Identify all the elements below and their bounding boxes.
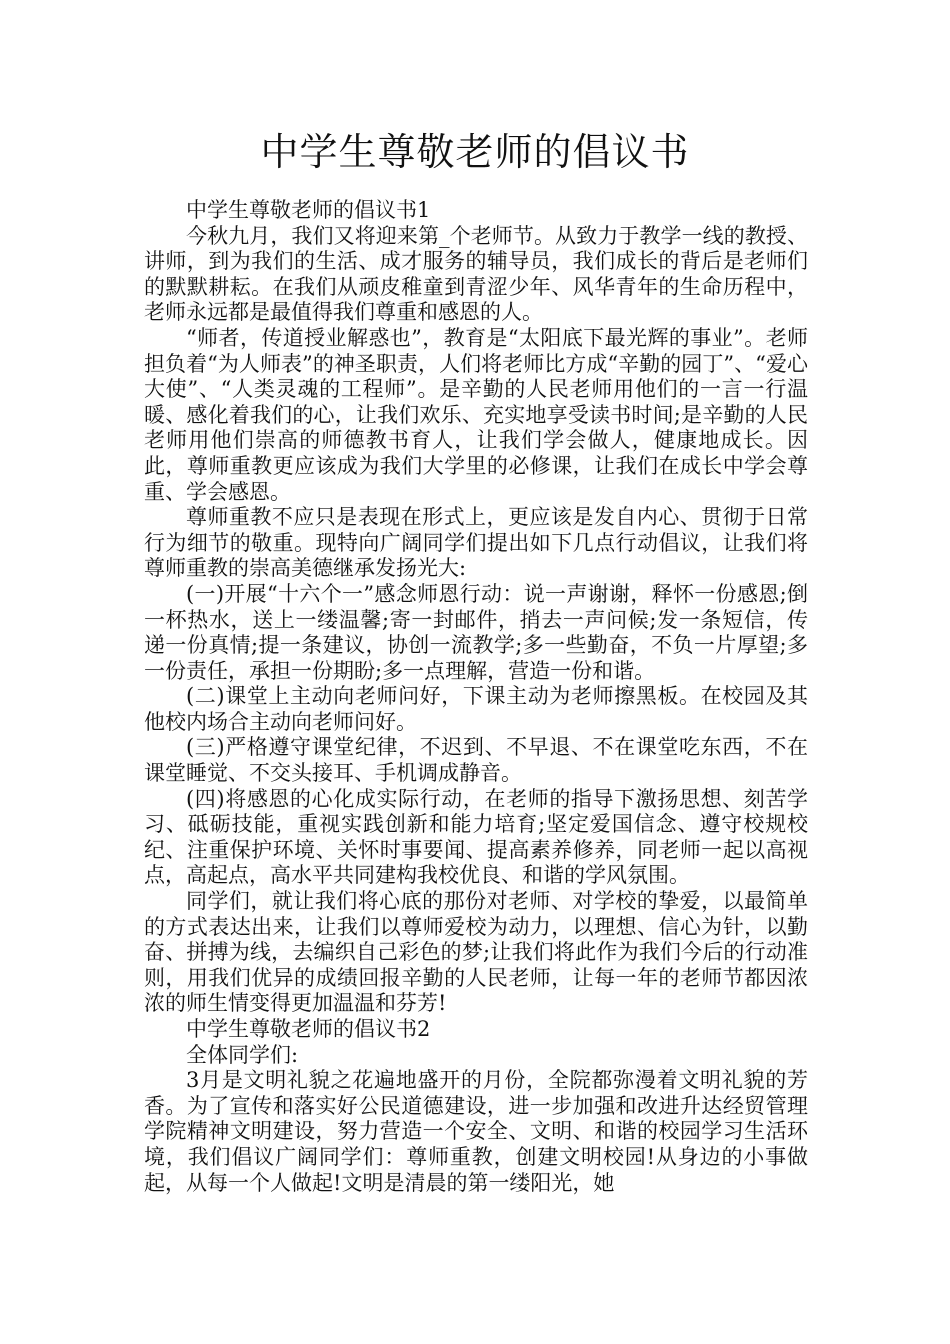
paragraph-teacher-role: “师者，传道授业解惑也”，教育是“太阳底下最光辉的事业”。老师担负着“为人师表”的神圣职责，人们将老师比方成“辛勤的园丁”、“爱心大使”、“人类灵魂的工程师”。是辛勤的人民老师用他们的一言一行温暖、感化着我们的心，让我们欢乐、充实地享受读书时间;是辛勤的人民老师用他们崇高的师德教书育人，让我们学会做人，健康地成长。因此，尊师重教更应该成为我们大学里的必修课，让我们在成长中学会尊重、学会感恩。 (144, 325, 808, 504)
paragraph-intro: 今秋九月，我们又将迎来第_个老师节。从致力于教学一线的教授、讲师，到为我们的生活、成才服务的辅导员，我们成长的背后是老师们的默默耕耘。在我们从顽皮稚童到青涩少年、风华青年的生命历程中，老师永远都是最值得我们尊重和感恩的人。 (144, 223, 808, 325)
salutation: 全体同学们: (186, 1042, 299, 1067)
section-heading-1: 中学生尊敬老师的倡议书1 (186, 198, 431, 222)
paragraph-closing: 同学们，就让我们将心底的那份对老师、对学校的挚爱，以最简单的方式表达出来，让我们以尊师爱校为动力，以理想、信心为针，以勤奋、拼搏为线，去编织自己彩色的梦;让我们将此作为我们今后的行动准则，用我们优异的成绩回报辛勤的人民老师，让每一年的老师节都因浓浓的师生情变得更加温温和芬芳! (144, 889, 808, 1016)
proposal-item-1: (一)开展“十六个一”感念师恩行动：说一声谢谢，释怀一份感恩;倒一杯热水，送上一缕温馨;寄一封邮件，捎去一声问候;发一条短信，传递一份真情;提一条建议，协创一流教学;多一些勤奋，不负一片厚望;多一份责任，承担一份期盼;多一点理解，营造一份和谐。 (144, 581, 808, 683)
section-heading-2: 中学生尊敬老师的倡议书2 (186, 1017, 431, 1041)
proposal-item-3: (三)严格遵守课堂纪律，不迟到、不早退、不在课堂吃东西，不在课堂睡觉、不交头接耳、手机调成静音。 (144, 735, 808, 786)
document-title: 中学生尊敬老师的倡议书 (260, 130, 690, 174)
document-body (144, 198, 808, 1196)
proposal-item-2: (二)课堂上主动向老师问好，下课主动为老师擦黑板。在校园及其他校内场合主动向老师问好。 (144, 684, 808, 734)
proposal-item-4: (四)将感恩的心化成实际行动，在老师的指导下激扬思想、刻苦学习、砥砺技能，重视实践创新和能力培育;坚定爱国信念、遵守校规校纪、注重保护环境、关怀时事要闻、提高素养修养，同老师一起以高视点，高起点，高水平共同建构我校优良、和谐的学风氛围。 (144, 786, 808, 888)
paragraph-march: 3月是文明礼貌之花遍地盛开的月份，全院都弥漫着文明礼貌的芳香。为了宣传和落实好公民道德建设，进一步加强和改进升达经贸管理学院精神文明建设，努力营造一个安全、文明、和谐的校园学习生活环境，我们倡议广阔同学们：尊师重教，创建文明校园!从身边的小事做起，从每一个人做起!文明是清晨的第一缕阳光，她 (144, 1068, 808, 1195)
paragraph-proposal-lead: 尊师重教不应只是表现在形式上，更应该是发自内心、贯彻于日常行为细节的敬重。现特向广阔同学们提出如下几点行动倡议，让我们将尊师重教的崇高美德继承发扬光大: (144, 505, 808, 581)
